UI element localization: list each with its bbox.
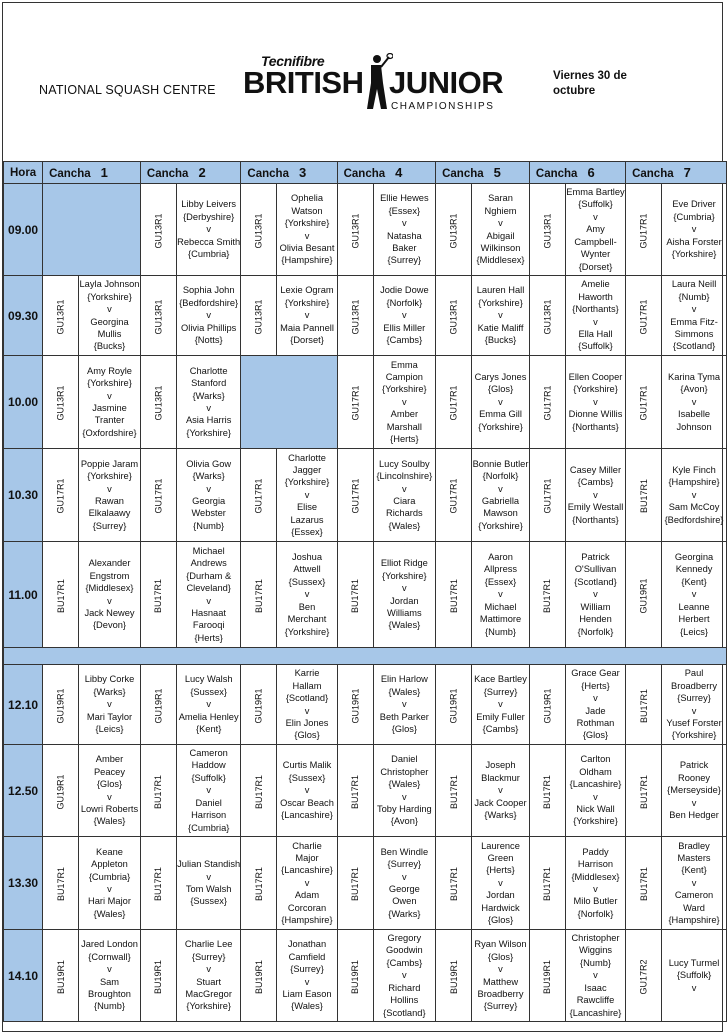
category-code-text: GU17R1 <box>638 385 649 421</box>
match-category-code <box>140 184 176 276</box>
match-category-code <box>529 184 565 276</box>
category-code-text: GU19R1 <box>542 687 553 724</box>
match-category-code <box>337 356 373 449</box>
match-cell: Amber Peacey {Glos} v Lowri Roberts {Wales} <box>79 745 141 837</box>
schedule-header-row <box>4 162 727 184</box>
court-number: 3 <box>298 165 307 180</box>
match-category-code <box>529 930 565 1022</box>
match-cell: Jonathan Camfield {Surrey} v Liam Eason {Wales} <box>277 930 337 1022</box>
match-cell: Casey Miller {Cambs} v Emily Westall {Northants} <box>565 449 625 542</box>
category-code-text: GU13R1 <box>350 212 361 249</box>
category-code-text: BU17R1 <box>542 578 553 613</box>
time-slot-row <box>4 745 727 837</box>
match-category-code <box>436 542 472 648</box>
match-cell: Charlie Lee {Surrey} v Stuart MacGregor {Yorkshire} <box>176 930 241 1022</box>
match-category-code <box>241 276 277 356</box>
break-cell <box>4 648 727 665</box>
match-category-code <box>140 745 176 837</box>
event-date: Viernes 30 de octubre <box>553 70 627 97</box>
court-label: Cancha <box>146 168 189 180</box>
match-category-code <box>529 745 565 837</box>
match-cell: Michael Andrews {Durham & Cleveland} v Hasnaat Farooqi {Herts} <box>176 542 241 648</box>
match-category-code <box>626 276 662 356</box>
column-header-court-7 <box>626 162 727 184</box>
category-code-text: BU17R1 <box>448 866 459 902</box>
category-code-text: GU13R1 <box>153 298 164 335</box>
match-category-code <box>43 356 79 449</box>
category-code-text: BU17R1 <box>448 578 459 613</box>
category-code-text: BU19R1 <box>350 959 361 994</box>
category-code-text: GU19R1 <box>55 687 66 724</box>
match-category-code <box>337 276 373 356</box>
match-cell: Grace Gear {Herts} v Jade Rothman {Glos} <box>565 665 625 745</box>
match-category-code <box>436 930 472 1022</box>
match-category-code <box>626 837 662 930</box>
category-code-text: GU19R1 <box>253 687 264 724</box>
category-code-text: GU17R1 <box>638 212 649 249</box>
time-slot: 12.50 <box>4 745 43 837</box>
match-cell: Patrick Rooney {Merseyside} v Ben Hedger <box>662 745 727 837</box>
category-code-text: BU19R1 <box>542 959 553 994</box>
category-code-text: GU13R1 <box>253 298 264 335</box>
match-category-code <box>436 276 472 356</box>
match-category-code <box>626 665 662 745</box>
category-code-text: GU19R1 <box>350 687 361 724</box>
match-cell: Curtis Malik {Sussex} v Oscar Beach {Lancashire} <box>277 745 337 837</box>
category-code-text: BU17R1 <box>253 774 264 809</box>
match-cell: Bonnie Butler {Norfolk} v Gabriella Mawson {Yorkshire} <box>472 449 530 542</box>
time-slot: 11.00 <box>4 542 43 648</box>
category-code-text: BU17R1 <box>638 774 649 809</box>
column-header-court-3 <box>241 162 337 184</box>
court-number: 1 <box>100 165 108 180</box>
match-cell: Elin Harlow {Wales} v Beth Parker {Glos} <box>373 665 435 745</box>
match-category-code <box>337 930 373 1022</box>
category-code-text: BU17R1 <box>448 774 459 809</box>
match-category-code <box>436 184 472 276</box>
time-slot-row <box>4 356 727 449</box>
match-cell: Keane Appleton {Cumbria} v Hari Major {Wales} <box>79 837 141 930</box>
time-slot: 10.30 <box>4 449 43 542</box>
match-category-code <box>140 276 176 356</box>
match-cell: Poppie Jaram {Yorkshire} v Rawan Elkalaawy {Surrey} <box>79 449 141 542</box>
match-cell: Aaron Allpress {Essex} v Michael Mattimore {Numb} <box>472 542 530 648</box>
match-category-code <box>337 665 373 745</box>
tournament-logo <box>241 53 503 115</box>
match-category-code <box>626 745 662 837</box>
match-cell: Charlie Major {Lancashire} v Adam Corcoran {Hampshire} <box>277 837 337 930</box>
match-category-code <box>529 837 565 930</box>
court-number: 7 <box>683 165 691 180</box>
category-code-text: GU13R1 <box>350 298 361 335</box>
category-code-text: GU17R1 <box>542 385 553 421</box>
court-label: Cancha <box>632 168 674 180</box>
category-code-text: BU19R1 <box>55 959 66 994</box>
time-slot: 12.10 <box>4 665 43 745</box>
brand-name: Tecnifibre <box>261 53 325 69</box>
match-category-code <box>337 745 373 837</box>
column-header-hora: Hora <box>4 162 43 184</box>
match-cell: Lucy Walsh {Sussex} v Amelia Henley {Kent} <box>176 665 241 745</box>
match-category-code <box>43 665 79 745</box>
category-code-text: GU17R1 <box>350 385 361 421</box>
category-code-text: BU17R1 <box>638 866 649 902</box>
match-cell: Charlotte Jagger {Yorkshire} v Elise Lazarus {Essex} <box>277 449 337 542</box>
match-cell: Ophelia Watson {Yorkshire} v Olivia Besant {Hampshire} <box>277 184 337 276</box>
time-slot-row <box>4 184 727 276</box>
match-category-code <box>529 542 565 648</box>
match-cell: Libby Leivers {Derbyshire} v Rebecca Smith {Cumbria} <box>176 184 241 276</box>
break-row <box>4 648 727 665</box>
column-header-court-6 <box>529 162 625 184</box>
match-cell: Patrick O'Sullivan {Scotland} v William Henden {Norfolk} <box>565 542 625 648</box>
match-cell: Jared London {Cornwall} v Sam Broughton {Numb} <box>79 930 141 1022</box>
match-category-code <box>241 837 277 930</box>
category-code-text: BU17R1 <box>350 866 361 902</box>
match-cell: Layla Johnson {Yorkshire} v Georgina Mullis {Bucks} <box>79 276 141 356</box>
match-cell: Lucy Turmel {Suffolk} v <box>662 930 727 1022</box>
match-cell: Karrie Hallam {Scotland} v Elin Jones {Glos} <box>277 665 337 745</box>
match-cell: Ryan Wilson {Glos} v Matthew Broadberry {Surrey} <box>472 930 530 1022</box>
match-cell: Georgina Kennedy {Kent} v Leanne Herbert {Leics} <box>662 542 727 648</box>
category-code-text: GU17R1 <box>448 478 459 514</box>
category-code-text: GU17R1 <box>253 478 264 514</box>
category-code-text: BU17R1 <box>153 774 164 809</box>
court-label: Cancha <box>49 168 91 180</box>
category-code-text: GU19R1 <box>55 773 66 810</box>
column-header-court-4 <box>337 162 436 184</box>
category-code-text: GU17R1 <box>153 478 164 514</box>
logo-title-junior: JUNIOR <box>389 65 504 100</box>
category-code-text: BU17R1 <box>638 478 649 514</box>
category-code-text: GU13R1 <box>448 298 459 335</box>
match-category-code <box>43 837 79 930</box>
match-cell: Elliot Ridge {Yorkshire} v Jordan Williams {Wales} <box>373 542 435 648</box>
logo-title-british: BRITISH <box>243 65 364 100</box>
match-cell: Daniel Christopher {Wales} v Toby Harding {Avon} <box>373 745 435 837</box>
court-label: Cancha <box>247 168 289 180</box>
match-cell: Bradley Masters {Kent} v Cameron Ward {Hampshire} <box>662 837 727 930</box>
category-code-text: BU17R1 <box>253 866 264 902</box>
match-category-code <box>626 542 662 648</box>
match-category-code <box>337 449 373 542</box>
match-cell: Saran Nghiem v Abigail Wilkinson {Middlesex} <box>472 184 530 276</box>
time-slot: 10.00 <box>4 356 43 449</box>
court-number: 2 <box>198 165 206 180</box>
column-header-court-2 <box>140 162 241 184</box>
category-code-text: GU17R1 <box>448 385 459 421</box>
match-cell: Libby Corke {Warks} v Mari Taylor {Leics} <box>79 665 141 745</box>
match-cell: Emma Campion {Yorkshire} v Amber Marshall {Herts} <box>373 356 435 449</box>
match-cell: Paddy Harrison {Middlesex} v Milo Butler {Norfolk} <box>565 837 625 930</box>
category-code-text: GU13R1 <box>153 385 164 421</box>
match-cell: Ellen Cooper {Yorkshire} v Dionne Willis {Northants} <box>565 356 625 449</box>
category-code-text: GU13R1 <box>55 298 66 335</box>
match-category-code <box>436 665 472 745</box>
match-cell: Kace Bartley {Surrey} v Emily Fuller {Cambs} <box>472 665 530 745</box>
time-slot-row <box>4 837 727 930</box>
category-code-text: GU19R1 <box>153 687 164 724</box>
time-slot: 14.10 <box>4 930 43 1022</box>
match-category-code <box>241 745 277 837</box>
match-cell: Ben Windle {Surrey} v George Owen {Warks} <box>373 837 435 930</box>
match-category-code <box>626 449 662 542</box>
match-category-code <box>529 665 565 745</box>
time-slot-row <box>4 449 727 542</box>
match-category-code <box>436 745 472 837</box>
match-cell: Laura Neill {Numb} v Emma Fitz- Simmons {Scotland} <box>662 276 727 356</box>
match-category-code <box>529 356 565 449</box>
time-slot: 09.30 <box>4 276 43 356</box>
match-category-code <box>626 184 662 276</box>
match-category-code <box>43 745 79 837</box>
category-code-text: GU13R1 <box>253 212 264 249</box>
category-code-text: BU19R1 <box>253 959 264 994</box>
match-cell: Karina Tyma {Avon} v Isabelle Johnson <box>662 356 727 449</box>
category-code-text: GU17R2 <box>638 958 649 995</box>
court-label: Cancha <box>442 168 484 180</box>
match-cell: Sophia John {Bedfordshire} v Olivia Phillips {Notts} <box>176 276 241 356</box>
squash-player-icon <box>357 53 393 113</box>
schedule-table <box>3 161 727 1022</box>
match-category-code <box>43 542 79 648</box>
match-cell: Joshua Attwell {Sussex} v Ben Merchant {Yorkshire} <box>277 542 337 648</box>
category-code-text: GU13R1 <box>448 212 459 249</box>
match-cell: Cameron Haddow {Suffolk} v Daniel Harrison {Cumbria} <box>176 745 241 837</box>
match-cell: Carlton Oldham {Lancashire} v Nick Wall {Yorkshire} <box>565 745 625 837</box>
match-category-code <box>337 837 373 930</box>
category-code-text: GU17R1 <box>542 478 553 514</box>
category-code-text: BU17R1 <box>55 578 66 613</box>
match-cell: Jodie Dowe {Norfolk} v Ellis Miller {Cambs} <box>373 276 435 356</box>
match-category-code <box>626 930 662 1022</box>
match-category-code <box>436 356 472 449</box>
match-category-code <box>140 837 176 930</box>
match-category-code <box>626 356 662 449</box>
time-slot-row <box>4 542 727 648</box>
match-cell: Amelie Haworth {Northants} v Ella Hall {Suffolk} <box>565 276 625 356</box>
court-number: 5 <box>493 165 501 180</box>
category-code-text: GU17R1 <box>350 478 361 514</box>
match-cell: Eve Driver {Cumbria} v Aisha Forster {Yorkshire} <box>662 184 727 276</box>
match-category-code <box>241 184 277 276</box>
category-code-text: BU17R1 <box>350 578 361 613</box>
match-cell: Ellie Hewes {Essex} v Natasha Baker {Surrey} <box>373 184 435 276</box>
match-cell: Christopher Wiggins {Numb} v Isaac Rawcliffe {Lancashire} <box>565 930 625 1022</box>
column-header-court-5 <box>436 162 530 184</box>
category-code-text: GU13R1 <box>55 385 66 421</box>
court-label: Cancha <box>343 168 386 180</box>
match-cell: Lucy Soulby {Lincolnshire} v Ciara Richards {Wales} <box>373 449 435 542</box>
match-cell: Joseph Blackmur v Jack Cooper {Warks} <box>472 745 530 837</box>
header <box>3 3 722 161</box>
category-code-text: GU19R1 <box>448 687 459 724</box>
court-label: Cancha <box>535 168 578 180</box>
match-category-code <box>241 930 277 1022</box>
match-cell: Alexander Engstrom {Middlesex} v Jack Newey {Devon} <box>79 542 141 648</box>
category-code-text: BU17R1 <box>350 774 361 809</box>
time-slot-row <box>4 665 727 745</box>
category-code-text: BU17R1 <box>55 866 66 902</box>
category-code-text: GU13R1 <box>153 212 164 249</box>
match-cell: Gregory Goodwin {Cambs} v Richard Hollins {Scotland} <box>373 930 435 1022</box>
match-category-code <box>241 542 277 648</box>
category-code-text: GU13R1 <box>542 212 553 249</box>
time-slot-row <box>4 930 727 1022</box>
match-category-code <box>436 837 472 930</box>
category-code-text: BU19R1 <box>448 959 459 994</box>
match-category-code <box>43 930 79 1022</box>
empty-slot <box>241 356 337 449</box>
match-category-code <box>241 665 277 745</box>
category-code-text: BU17R1 <box>542 774 553 809</box>
column-header-court-1 <box>43 162 141 184</box>
match-category-code <box>140 542 176 648</box>
court-number: 6 <box>587 165 595 180</box>
category-code-text: BU17R1 <box>153 866 164 902</box>
match-cell: Olivia Gow {Warks} v Georgia Webster {Numb} <box>176 449 241 542</box>
match-category-code <box>529 449 565 542</box>
match-category-code <box>241 449 277 542</box>
court-number: 4 <box>395 165 403 180</box>
category-code-text: BU17R1 <box>153 578 164 613</box>
category-code-text: BU19R1 <box>153 959 164 994</box>
match-cell: Kyle Finch {Hampshire} v Sam McCoy {Bedfordshire} <box>662 449 727 542</box>
match-category-code <box>140 930 176 1022</box>
match-cell: Paul Broadberry {Surrey} v Yusef Forster {Yorkshire} <box>662 665 727 745</box>
match-cell: Lauren Hall {Yorkshire} v Katie Maliff {Bucks} <box>472 276 530 356</box>
venue-name: NATIONAL SQUASH CENTRE <box>39 83 216 97</box>
match-category-code <box>337 184 373 276</box>
match-category-code <box>43 449 79 542</box>
match-cell: Emma Bartley {Suffolk} v Amy Campbell- Wynter {Dorset} <box>565 184 625 276</box>
time-slot-row <box>4 276 727 356</box>
category-code-text: BU17R1 <box>253 578 264 613</box>
match-category-code <box>529 276 565 356</box>
match-category-code <box>436 449 472 542</box>
match-category-code <box>337 542 373 648</box>
time-slot: 13.30 <box>4 837 43 930</box>
category-code-text: GU19R1 <box>638 577 649 614</box>
match-category-code <box>43 276 79 356</box>
match-category-code <box>140 665 176 745</box>
category-code-text: GU17R1 <box>55 478 66 514</box>
empty-slot <box>43 184 141 276</box>
match-cell: Lexie Ogram {Yorkshire} v Maia Pannell {Dorset} <box>277 276 337 356</box>
match-category-code <box>140 449 176 542</box>
category-code-text: GU13R1 <box>542 298 553 335</box>
match-category-code <box>140 356 176 449</box>
category-code-text: GU17R1 <box>638 298 649 335</box>
time-slot: 09.00 <box>4 184 43 276</box>
category-code-text: BU17R1 <box>542 866 553 902</box>
match-cell: Julian Standish v Tom Walsh {Sussex} <box>176 837 241 930</box>
match-cell: Laurence Green {Herts} v Jordan Hardwick {Glos} <box>472 837 530 930</box>
match-cell: Carys Jones {Glos} v Emma Gill {Yorkshire} <box>472 356 530 449</box>
category-code-text: BU17R1 <box>638 688 649 723</box>
logo-subtitle: CHAMPIONSHIPS <box>391 101 495 112</box>
match-cell: Amy Royle {Yorkshire} v Jasmine Tranter {Oxfordshire} <box>79 356 141 449</box>
match-cell: Charlotte Stanford {Warks} v Asia Harris {Yorkshire} <box>176 356 241 449</box>
